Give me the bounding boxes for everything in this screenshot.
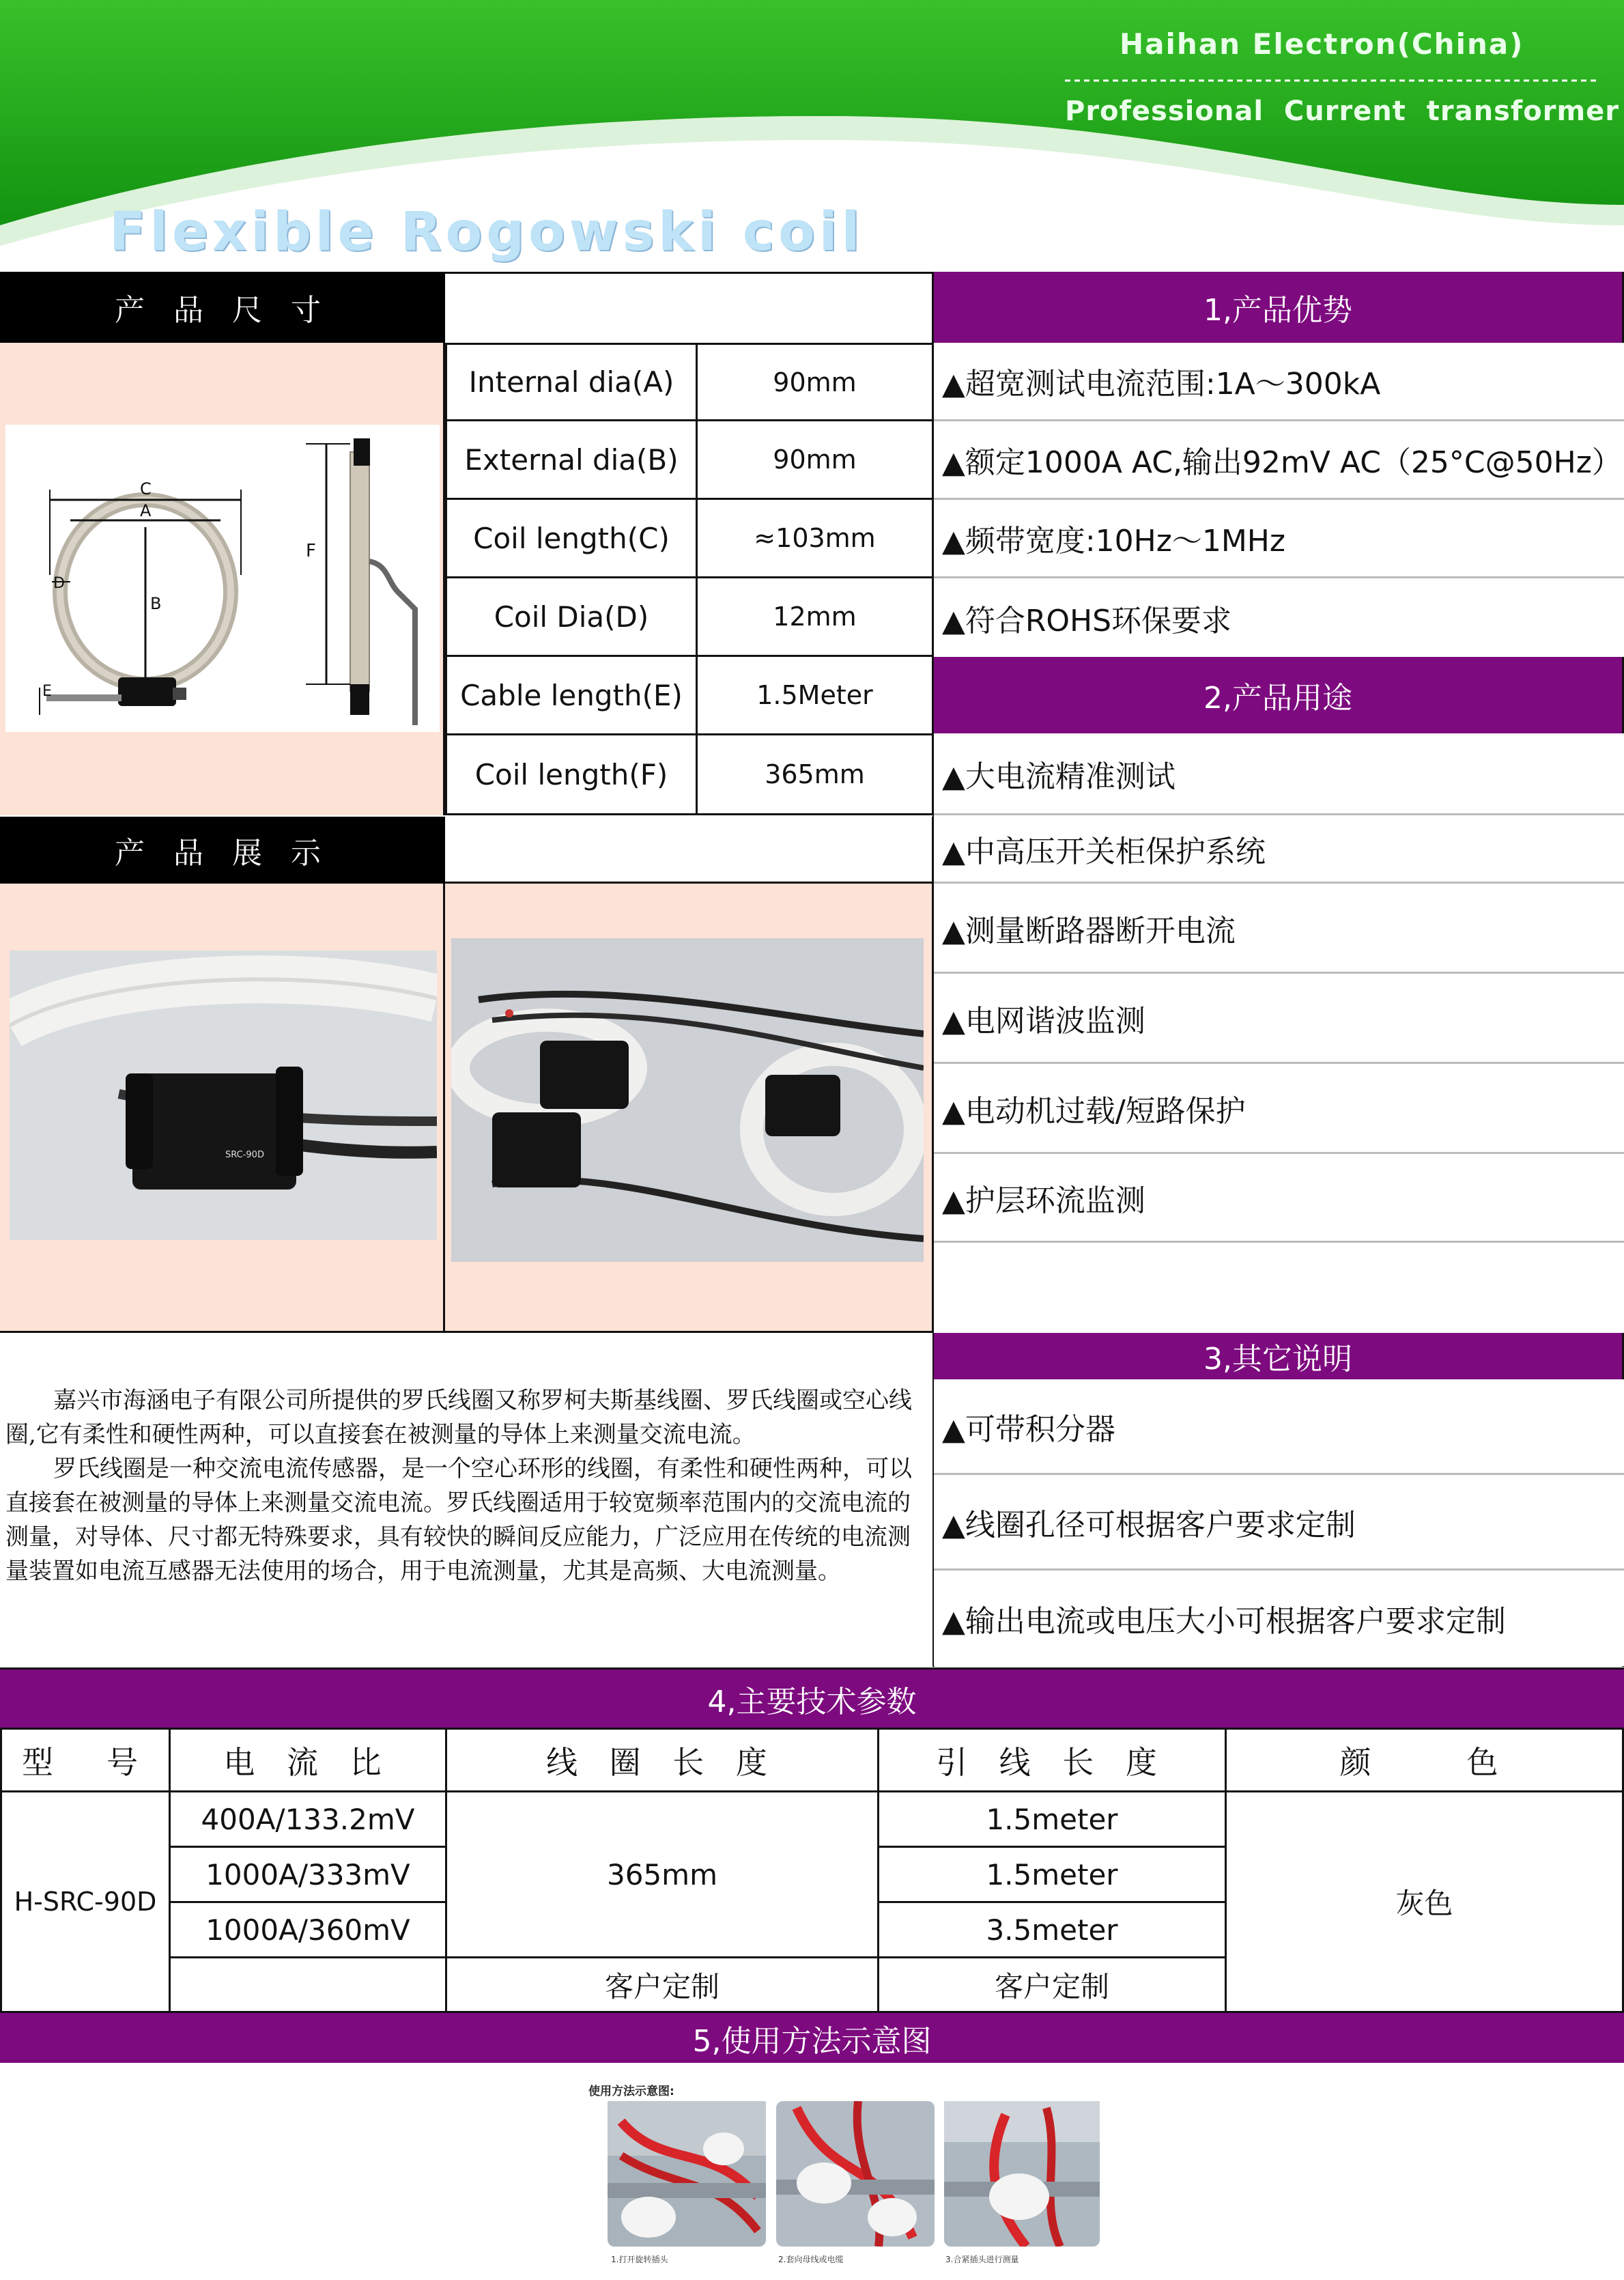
usage-step-2-caption: 2.套向母线或电缆 — [778, 2255, 844, 2264]
use-item: ▲中高压开关柜保护系统 — [934, 815, 1624, 884]
note-item: ▲输出电流或电压大小可根据客户要求定制 — [934, 1571, 1624, 1666]
use-item: ▲电动机过载/短路保护 — [934, 1064, 1624, 1154]
label-d: D — [53, 575, 65, 592]
label-c: C — [140, 479, 152, 498]
product-title: Flexible Rogowski coil — [109, 201, 864, 263]
uses-heading: 2,产品用途 — [934, 657, 1622, 733]
use-item: ▲测量断路器断开电流 — [934, 884, 1624, 974]
device-model-print: SRC-90D — [225, 1150, 264, 1160]
use-item-empty — [934, 1243, 1624, 1333]
coil-dimension-diagram — [5, 425, 440, 732]
coil-length-cell: 365mm — [445, 1790, 879, 1958]
spec-value: 90mm — [696, 343, 934, 421]
lead-length-cell: 1.5meter — [877, 1790, 1227, 1848]
tagline: Professional Current transformer — [1065, 96, 1620, 127]
usage-title: 使用方法示意图: — [588, 2085, 674, 2098]
spec-value: 12mm — [696, 576, 934, 657]
label-b: B — [150, 594, 162, 613]
note-item: ▲可带积分器 — [934, 1379, 1624, 1475]
usage-heading: 5,使用方法示意图 — [0, 2011, 1624, 2063]
spec-value: 1.5Meter — [696, 655, 934, 735]
usage-step-1-caption: 1.打开旋转插头 — [611, 2255, 668, 2264]
model-cell: H-SRC-90D — [0, 1790, 171, 2013]
spec-label: Cable length(E) — [445, 655, 698, 735]
description-p1: 嘉兴市海涵电子有限公司所提供的罗氏线圈又称罗柯夫斯基线圈、罗氏线圈或空心线圈,它有柔性和硬性两种，可以直接套在被测量的导体上来测量交流电流。 — [5, 1387, 912, 1448]
use-item: ▲护层环流监测 — [934, 1154, 1624, 1243]
usage-step-2-photo — [776, 2101, 935, 2247]
custom-coil-cell: 客户定制 — [445, 1956, 879, 2013]
dimensions-heading-spacer — [445, 272, 934, 343]
tech-heading: 4,主要技术参数 — [0, 1667, 1624, 1728]
custom-lead-cell: 客户定制 — [877, 1956, 1227, 2013]
dimensions-heading: 产 品 尺 寸 — [0, 272, 445, 343]
advantages-heading: 1,产品优势 — [934, 272, 1622, 343]
spec-value: 365mm — [696, 733, 934, 815]
ratio-cell-empty — [169, 1956, 447, 2013]
col-header-lead-length: 引 线 长 度 — [877, 1728, 1227, 1792]
advantage-item: ▲频带宽度:10Hz～1MHz — [934, 500, 1624, 578]
spec-label: Coil length(F) — [445, 733, 698, 815]
single-coil-photo — [10, 951, 437, 1240]
photo-panel-right — [445, 884, 934, 1333]
use-item: ▲大电流精准测试 — [934, 733, 1624, 815]
ratio-cell: 1000A/333mV — [169, 1846, 447, 1903]
display-heading-spacer — [445, 817, 934, 884]
usage-step-3-caption: 3.合紧插头进行测量 — [945, 2255, 1019, 2264]
spec-value: ≈103mm — [696, 498, 934, 578]
notes-heading: 3,其它说明 — [934, 1333, 1622, 1379]
description-p2: 罗氏线圈是一种交流电流传感器，是一个空心环形的线圈，有柔性和硬性两种，可以直接套在被测量的导体上来测量交流电流。罗氏线圈适用于较宽频率范围内的交流电流的测量，对导体、尺寸都无特殊要求，具有较快的瞬间反应能力，广泛应用在传统的电流测量装置如电流互感器无法使用的场合，用于电流测量，尤其是高频、大电流测量。 — [5, 1455, 912, 1585]
advantage-item: ▲超宽测试电流范围:1A～300kA — [934, 343, 1624, 421]
use-item: ▲电网谐波监测 — [934, 974, 1624, 1064]
col-header-ratio: 电 流 比 — [169, 1728, 447, 1792]
advantage-item: ▲符合ROHS环保要求 — [934, 578, 1624, 657]
col-header-color: 颜 色 — [1225, 1728, 1624, 1792]
advantage-item: ▲额定1000A AC,输出92mV AC（25°C@50Hz） — [934, 421, 1624, 500]
spec-label: Coil length(C) — [445, 498, 698, 578]
usage-step-1-photo — [608, 2101, 766, 2247]
coil-set-photo — [451, 938, 924, 1262]
spec-label: Internal dia(A) — [445, 343, 698, 421]
label-f: F — [306, 541, 316, 561]
spec-label: Coil Dia(D) — [445, 576, 698, 657]
photo-panel-left — [0, 884, 445, 1333]
color-cell: 灰色 — [1225, 1790, 1624, 2013]
col-header-coil-length: 线 圈 长 度 — [445, 1728, 879, 1792]
ratio-cell: 400A/133.2mV — [169, 1790, 447, 1848]
company-name: Haihan Electron(China) — [1120, 27, 1524, 61]
note-item: ▲线圈孔径可根据客户要求定制 — [934, 1475, 1624, 1571]
col-header-model: 型 号 — [0, 1728, 171, 1792]
lead-length-cell: 3.5meter — [877, 1901, 1227, 1958]
display-heading: 产 品 展 示 — [0, 817, 445, 884]
label-a: A — [140, 501, 152, 520]
label-e: E — [42, 683, 52, 700]
spec-label: External dia(B) — [445, 419, 698, 500]
ratio-cell: 1000A/360mV — [169, 1901, 447, 1958]
dimension-diagram-panel — [0, 343, 445, 815]
spec-value: 90mm — [696, 419, 934, 500]
usage-step-3-photo — [944, 2101, 1100, 2247]
lead-length-cell: 1.5meter — [877, 1846, 1227, 1903]
